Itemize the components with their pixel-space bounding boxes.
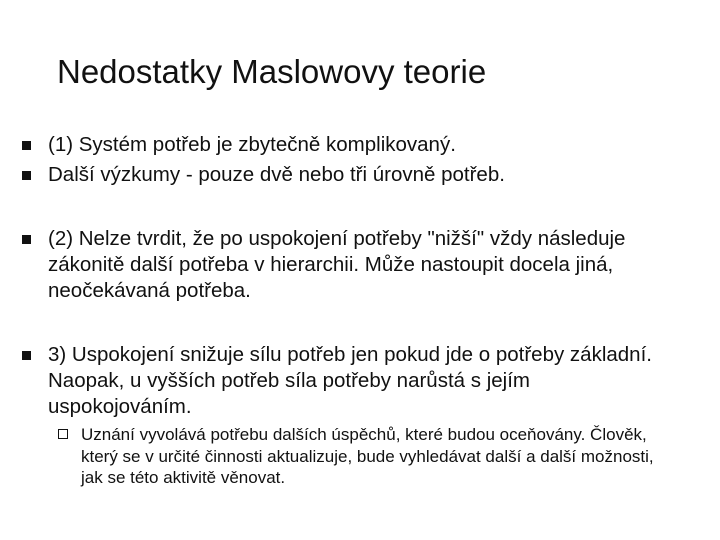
bullet-text: Další výzkumy - pouze dvě nebo tři úrovně potřeb. <box>48 163 505 186</box>
slide-title: Nedostatky Maslowovy teorie <box>57 53 487 90</box>
bullet-text: (2) Nelze tvrdit, že po uspokojení potřeby "nižší" vždy následuje zákonitě další potřeba v hierarchii. Může nastoupit docela jiná, neočekávaná potřeba. <box>48 227 626 302</box>
sub-bullet-item <box>81 424 671 489</box>
bullet-item <box>48 226 678 304</box>
square-bullet-icon <box>22 235 31 244</box>
bullet-item <box>48 342 678 420</box>
hollow-square-bullet-icon <box>58 429 68 439</box>
square-bullet-icon <box>22 171 31 180</box>
bullet-text: (1) Systém potřeb je zbytečně komplikovaný. <box>48 133 456 156</box>
bullet-item <box>48 132 678 158</box>
square-bullet-icon <box>22 141 31 150</box>
sub-bullet-text: Uznání vyvolává potřebu dalších úspěchů, které budou oceňovány. Člověk, který se v určité činnosti aktualizuje, bude vyhledávat další a další možnosti, jak se této aktivitě věnovat. <box>81 425 654 487</box>
square-bullet-icon <box>22 351 31 360</box>
bullet-text: 3) Uspokojení snižuje sílu potřeb jen pokud jde o potřeby základní. Naopak, u vyšších potřeb síla potřeby narůstá s jejím uspokojováním. <box>48 343 652 418</box>
bullet-item <box>48 162 678 188</box>
